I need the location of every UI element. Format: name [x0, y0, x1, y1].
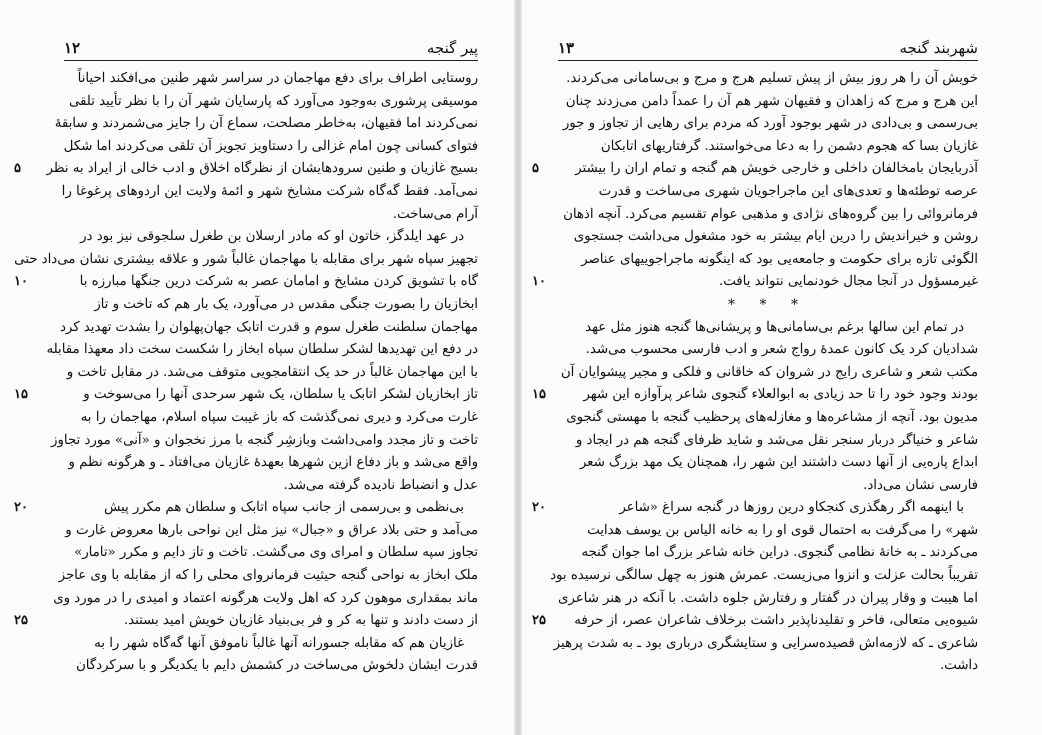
text-line: قدرت ایشان دلخوش می‌ساخت در کشمش دایم با یکدیگر و با سرکردگان	[75, 658, 478, 674]
text-line: ابداع پاره‌یی از آنها دست داشتند این شهر را، همچنان یک مهد بزرگ شعر	[579, 455, 978, 471]
margin-line-number: ۱۵	[532, 387, 546, 403]
text-line: مکتب شعر و شاعری رایج در شروان که خاقانی و فلکی و مجیر پیشوایان آن	[560, 364, 978, 380]
text-line: ابخازیان را بصورت جنگی مقدس در می‌آورد، یک بار هم که تاخت و تاز	[94, 296, 478, 312]
text-line: موسیقی پرشوری به‌وجود می‌آورد که پارسایان شهر آن را با نظر تأیید تلقی	[68, 93, 478, 109]
text-line: تاز ابخازیان لشکر اتابک یا سلطان، یک شهر سرحدی آنها را می‌سوخت و	[83, 387, 478, 403]
text-line: از دست دادند و تنها به کر و فر بی‌بنیاد غازیان خویش امید بستند.	[123, 613, 478, 629]
text-line: گاه با تشویق کردن مشایخ و امامان عصر به شرکت درین جنگها مبارزه با	[79, 274, 478, 290]
left-header-rule	[64, 60, 478, 61]
text-line: تاخت و تاز مجدد وامی‌داشت وبازشِر گنجه با مرز نخجوان و «آنی» مورد تجاوز	[51, 432, 478, 448]
text-line: شاعری ـ که لازمه‌اش قصیده‌سرایی و ستایشگری درباری بود ـ به شدت پرهیز	[553, 635, 978, 651]
margin-line-number: ۲۵	[14, 613, 28, 629]
text-line: در دفع این تهدیدها لشکر سلطان سپاه ابخاز را شکست سخت داد معهذا مقابله	[46, 342, 478, 358]
text-line: آذربایجان بامخالفان داخلی و خارجی خویش هم گنجه و تمام اران را بیشتر	[575, 161, 978, 177]
book-spine	[514, 0, 522, 735]
text-line: بی‌رسمی و بی‌دادی در شهر بوجود آورد که مردم برای رهایی از تجاوز و جور	[562, 116, 978, 132]
margin-line-number: ۱۵	[14, 387, 28, 403]
text-line: عرصه توطئه‌ها و تعدی‌های این ماجراجویان شهری می‌ساخت و قدرت	[598, 183, 978, 199]
text-line: شیوه‌یی متعالی، فاخر و تقلیدناپذیر داشت برخلاف شاعران عصر، از حرفه	[574, 613, 978, 629]
text-line: مهاجمان سلطنت طغرل سوم و قدرت اتابک جهان‌پهلوان را بشدت تهدید کرد	[59, 319, 478, 335]
margin-line-number: ۱۰	[14, 274, 28, 290]
text-line: ماند بمقداری موهون کرد که اهل ولایت هرگونه اعتماد و امیدی را در مورد وی	[53, 590, 478, 606]
text-line: تجاوز سپه سلطان و امرای وی می‌گشت. تاخت و تاز دایم و مکرر «تامار»	[74, 545, 478, 561]
text-line: غازیان بسا که هجوم دشمن را به دعا می‌خواستند. گرفتاریهای اتابکان	[600, 138, 978, 154]
text-line: ملک ابخاز به نواحی گنجه حیثیت فرمانروای محلی را که از مقابله با وی عاجز	[58, 568, 478, 584]
text-line: غازیان هم که مقابله جسورانه آنها غالباً ناموفق آنها گه‌گاه شهر را به	[94, 635, 464, 651]
left-page	[0, 0, 514, 735]
text-line: فرمانروائی را بین گروه‌های نژادی و مذهبی عوام تقسیم می‌کرد. آنچه اذهان	[563, 206, 978, 222]
text-line: فتوای کسانی چون امام غزالی را دستاویز تجویز آن تلقی می‌کردند اما شکل	[63, 138, 478, 154]
right-page-header	[558, 38, 978, 58]
text-line: شدادیان کرد یک کانون عمدهٔ رواج شعر و ادب فارسی محسوب می‌شد.	[585, 342, 978, 358]
margin-line-number: ۵	[532, 161, 539, 177]
text-line: می‌کردند ـ به خانهٔ نظامی گنجوی. دراین خانه شاعر بزرگ اما جوان گنجه	[581, 545, 978, 561]
right-header-rule	[558, 60, 978, 61]
margin-line-number: ۱۰	[532, 274, 546, 290]
section-separator: * * *	[728, 296, 808, 313]
right-running-title: شهربند گنجه	[899, 39, 978, 57]
text-line: تقریباً بحالت عزلت و انزوا می‌زیست. عمرش هنوز به چهل سالگی نرسیده بود	[550, 568, 978, 584]
text-line: می‌آمد و حتی بلاد عراق و «جبال» نیز مثل این نواحی بارها معروض غارت و	[65, 522, 478, 538]
margin-line-number: ۲۰	[14, 500, 28, 516]
text-line: بی‌نظمی و بی‌رسمی از جانب سپاه اتابک و سلطان هم مکرر پیش	[104, 500, 464, 516]
text-line: نمی‌آمد. فقط گه‌گاه شرکت مشایخ شهر و ائمهٔ ولایت این اردوهای پرغوغا را	[61, 183, 478, 199]
margin-line-number: ۵	[14, 161, 21, 177]
margin-line-number: ۲۵	[532, 613, 546, 629]
right-page-body	[550, 68, 978, 678]
text-line: فارسی نشان می‌داد.	[863, 477, 978, 493]
text-line: بودند وجود خود را تا حد زیادی به ابوالعلاء گنجوی شاعر پرآوازه این شهر	[583, 387, 978, 403]
left-running-title: پیر گنجه	[426, 39, 478, 57]
text-line: در تمام این سالها برغم بی‌سامانی‌ها و پریشانی‌ها گنجه هنوز مثل عهد	[585, 319, 964, 335]
text-line: الگوئی تازه برای حکومت و جامعه‌یی بود که اینگونه ماجراجوییهای عناصر	[581, 251, 978, 267]
text-line: مدیون بود. آنچه از مشاعره‌ها و مغازله‌های پرحظیب گنجه با مهستی گنجوی	[566, 409, 978, 425]
text-line: بسیج غازیان و طنین سرودهایشان از نظرگاه اخلاق و ادب خالی از ایراد به نظر	[46, 161, 478, 177]
text-line: در عهد ایلدگز، خاتون او که مادر ارسلان بن طغرل سلجوقی نیز بود در	[80, 229, 464, 245]
text-line: این هرج و مرج که زاهدان و فقیهان شهر هم آن را عمداً دامن می‌زدند چنان	[565, 93, 978, 109]
text-line: شهر» را می‌گرفت به احتمال قوی او را به خانه الیاس بن یوسف هدایت	[587, 522, 978, 538]
left-page-header	[64, 38, 478, 58]
text-line: داشت.	[939, 658, 978, 674]
text-line: نمی‌کردند اما فقیهان، به‌خاطر مصلحت، سماع آن را جایز می‌شمردند و سابقهٔ	[54, 116, 478, 132]
text-line: تجهیز سپاه شهر برای مقابله با مهاجمان غالباً شور و علاقه بیشتری نشان می‌داد حتی	[14, 251, 478, 267]
text-line: شاعر و خنیاگر دربار سنجر نقل می‌شد و شاید ظرفای گنجه هم در ایجاد و	[575, 432, 978, 448]
left-page-number: ۱۲	[64, 39, 81, 57]
text-line: اما هیبت و وقار پیران در گفتار و رفتارش جلوه داشت. با آنکه در هنر شاعری	[557, 590, 978, 606]
text-line: آرام می‌ساخت.	[392, 206, 478, 222]
right-page	[522, 0, 1042, 735]
text-line: خویش آن را هر روز بیش از پیش تسلیم هرج و مرج و بی‌سامانی می‌کردند.	[566, 71, 978, 86]
right-page-number: ۱۳	[558, 39, 575, 57]
text-line: روشن و خیراندیش را درین ایام بیشتر به خود مشغول می‌داشت جستجوی	[573, 229, 978, 245]
text-line: عدل و انضباط نادیده گرفته می‌شد.	[283, 477, 478, 493]
text-line: روستایی اطراف برای دفع مهاجمان در سراسر شهر طنین می‌افکند احیاناً	[77, 71, 478, 86]
text-line: با اینهمه اگر رهگذری کنجکاو درین روزها در گنجه سراغ «شاعر	[619, 500, 964, 516]
text-line: غیرمسؤول در آنجا مجال خودنمایی نتواند یافت.	[719, 274, 978, 290]
text-line: غارت می‌کرد و دیری نمی‌گذشت که باز غیبت سپاه اسلام، مهاجمان را به	[80, 409, 478, 425]
text-line: با این مهاجمان غالباً در حد یک انتقامجویی متوقف می‌شد. در مقابل تاخت و	[66, 364, 478, 380]
text-line: واقع می‌شد و باز دفاع ازین شهرها بعهدهٔ غازیان می‌افتاد ـ و هرگونه نظم و	[68, 455, 478, 471]
margin-line-number: ۲۰	[532, 500, 546, 516]
